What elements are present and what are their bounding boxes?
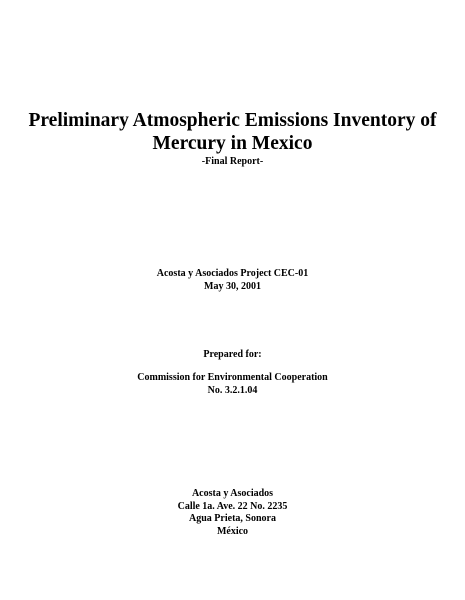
prepared-for-label: Prepared for: — [203, 349, 262, 360]
author-city: Agua Prieta, Sonora — [189, 513, 276, 524]
title-block — [0, 109, 465, 168]
author-street: Calle 1a. Ave. 22 No. 2235 — [177, 500, 288, 512]
author-name: Acosta y Asociados — [191, 488, 274, 499]
report-title-line-1: Preliminary Atmospheric Emissions Inventory of — [28, 110, 437, 131]
report-title-line-2: Mercury in Mexico — [152, 133, 313, 154]
report-subtitle: -Final Report- — [201, 156, 264, 167]
project-block — [0, 268, 465, 293]
client-number: No. 3.2.1.04 — [207, 384, 258, 396]
client-block — [0, 372, 465, 397]
author-address-block — [0, 488, 465, 538]
author-country: México — [216, 525, 249, 537]
client-name: Commission for Environmental Cooperation — [137, 372, 328, 383]
report-date: May 30, 2001 — [204, 280, 261, 292]
prepared-for-block — [0, 349, 465, 362]
project-id: Acosta y Asociados Project CEC-01 — [156, 268, 309, 279]
